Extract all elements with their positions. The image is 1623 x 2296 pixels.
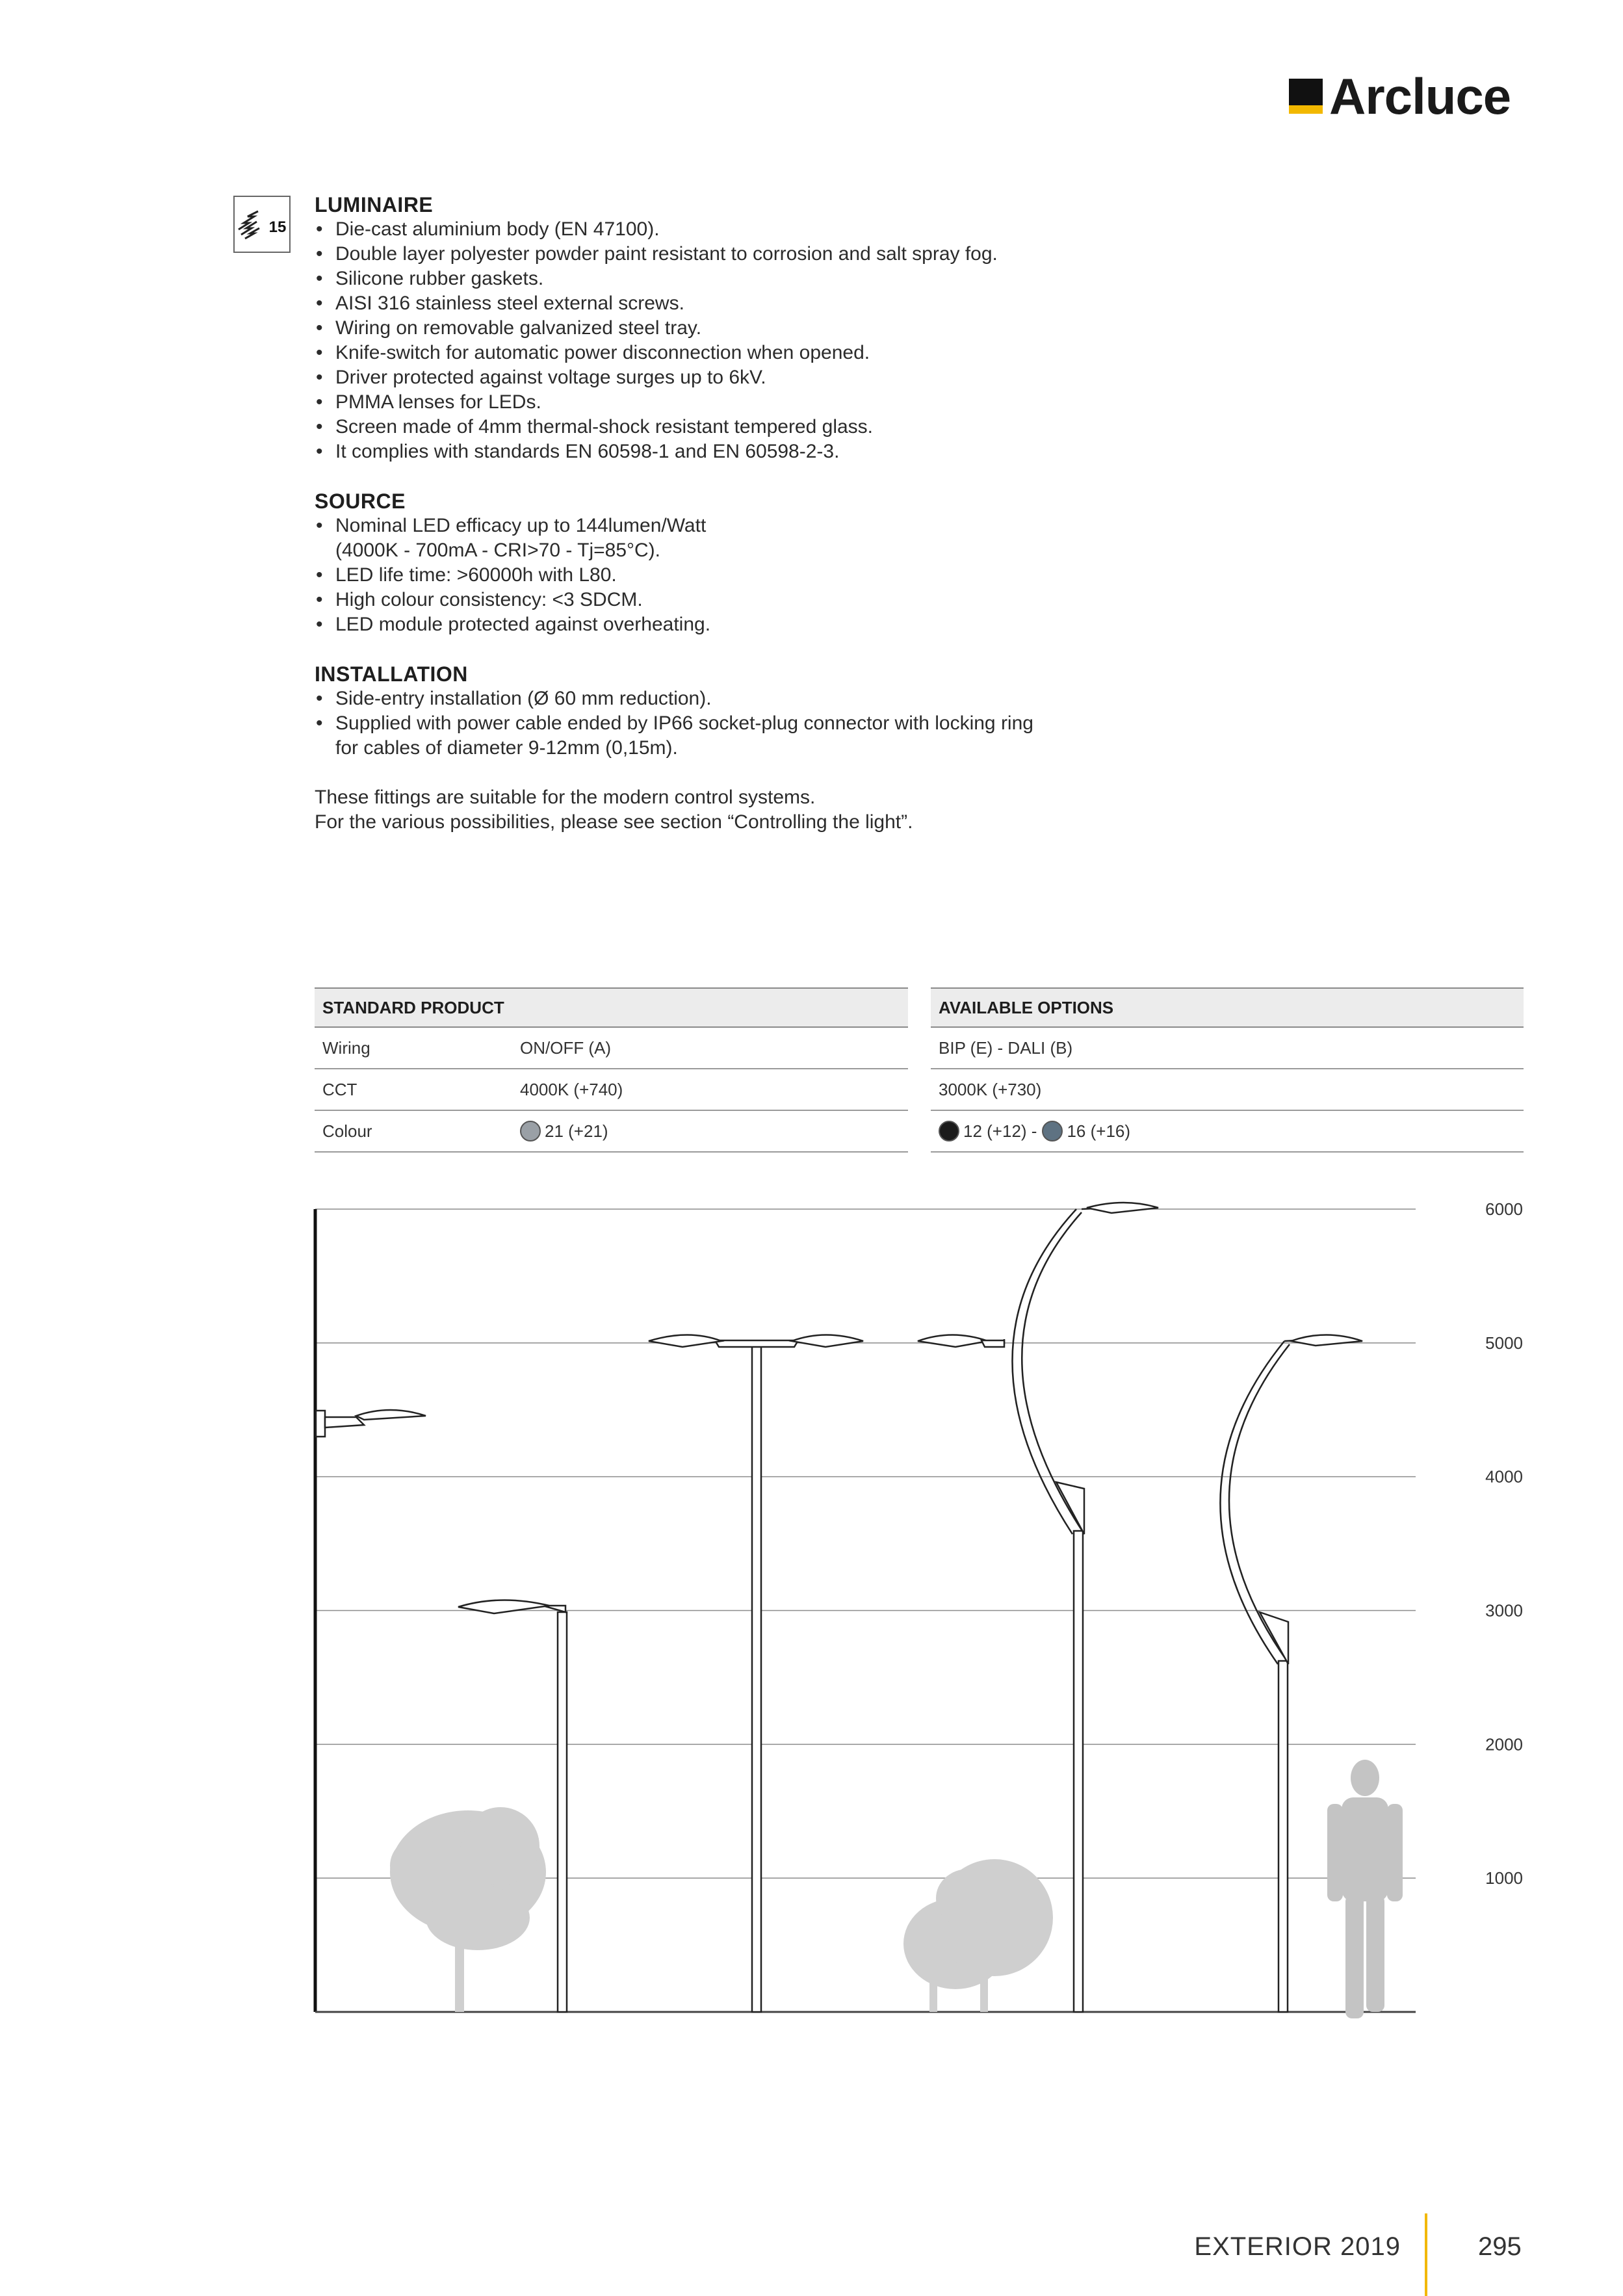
wall-mount-luminaire xyxy=(316,1410,426,1437)
colour-value: 16 (+16) xyxy=(1067,1121,1131,1141)
list-item-line: (4000K - 700mA - CRI>70 - Tj=85°C). xyxy=(335,540,660,561)
brand-name: Arcluce xyxy=(1329,68,1511,125)
double-arm-pole xyxy=(649,1335,863,2013)
single-arm-pole xyxy=(458,1600,567,2012)
list-item: • Side-entry installation (Ø 60 mm reduction). xyxy=(315,686,1160,711)
footer-divider xyxy=(1425,2213,1427,2296)
list-item-line: Supplied with power cable ended by IP66 socket-plug connector with locking ring xyxy=(335,712,1033,734)
tick-label: 4000 xyxy=(1485,1467,1523,1487)
list-item: • It complies with standards EN 60598-1 and EN 60598-2-3. xyxy=(315,439,1160,464)
tree-right-icon xyxy=(903,1859,1053,2012)
colour-value: 12 (+12) - xyxy=(963,1121,1037,1141)
list-item: • Knife-switch for automatic power disconnection when opened. xyxy=(315,341,1160,365)
list-item: • Double layer polyester powder paint resistant to corrosion and salt spray fog. xyxy=(315,242,1160,267)
list-item: • Wiring on removable galvanized steel tray. xyxy=(315,316,1160,341)
list-item: • PMMA lenses for LEDs. xyxy=(315,390,1160,415)
available-options-header: AVAILABLE OPTIONS xyxy=(931,987,1524,1028)
list-item: • LED life time: >60000h with L80. xyxy=(315,563,1160,588)
list-item: • High colour consistency: <3 SDCM. xyxy=(315,588,1160,612)
row-label: CCT xyxy=(322,1079,357,1099)
luminaire-heading: LUMINAIRE xyxy=(315,193,434,216)
impact-rating-value: 15 xyxy=(268,218,287,236)
list-item-line: Nominal LED efficacy up to 144lumen/Watt xyxy=(335,515,707,536)
gridlines xyxy=(315,1209,1416,1878)
person-silhouette-icon xyxy=(1327,1760,1403,2018)
row-value: 3000K (+730) xyxy=(939,1079,1042,1099)
colour-value: 21 (+21) xyxy=(545,1121,608,1141)
tick-labels xyxy=(1485,1199,1523,1888)
tick-label: 2000 xyxy=(1485,1734,1523,1755)
row-label: Wiring xyxy=(322,1037,370,1058)
row-value: 4000K (+740) xyxy=(520,1079,623,1099)
notes-line: These fittings are suitable for the modern control systems. xyxy=(315,787,816,808)
tick-label: 6000 xyxy=(1485,1199,1523,1219)
standard-product-header: STANDARD PRODUCT xyxy=(315,987,908,1028)
tick-label: 3000 xyxy=(1485,1600,1523,1621)
list-item: • Die-cast aluminium body (EN 47100). xyxy=(315,217,1160,242)
list-item: • Driver protected against voltage surges up to 6kV. xyxy=(315,365,1160,390)
list-item: • Silicone rubber gaskets. xyxy=(315,267,1160,291)
list-item-line: for cables of diameter 9-12mm (0,15m). xyxy=(335,737,678,759)
tick-label: 1000 xyxy=(1485,1868,1523,1888)
tree-left-icon xyxy=(390,1807,546,2012)
footer-section: EXTERIOR 2019 xyxy=(1194,2232,1401,2261)
tick-label: 5000 xyxy=(1485,1333,1523,1353)
list-item: • AISI 316 stainless steel external screws. xyxy=(315,291,1160,316)
list-item: • Screen made of 4mm thermal-shock resistant tempered glass. xyxy=(315,415,1160,439)
row-value: ON/OFF (A) xyxy=(520,1037,612,1058)
curved-pole-single xyxy=(1220,1335,1362,2013)
list-item: • LED module protected against overheating. xyxy=(315,612,1160,637)
source-heading: SOURCE xyxy=(315,489,406,513)
page-number: 295 xyxy=(1478,2232,1522,2261)
notes-line: For the various possibilities, please see section “Controlling the light”. xyxy=(315,811,913,833)
row-label: Colour xyxy=(322,1121,372,1141)
installation-heading: INSTALLATION xyxy=(315,662,468,686)
row-value: BIP (E) - DALI (B) xyxy=(939,1037,1073,1058)
